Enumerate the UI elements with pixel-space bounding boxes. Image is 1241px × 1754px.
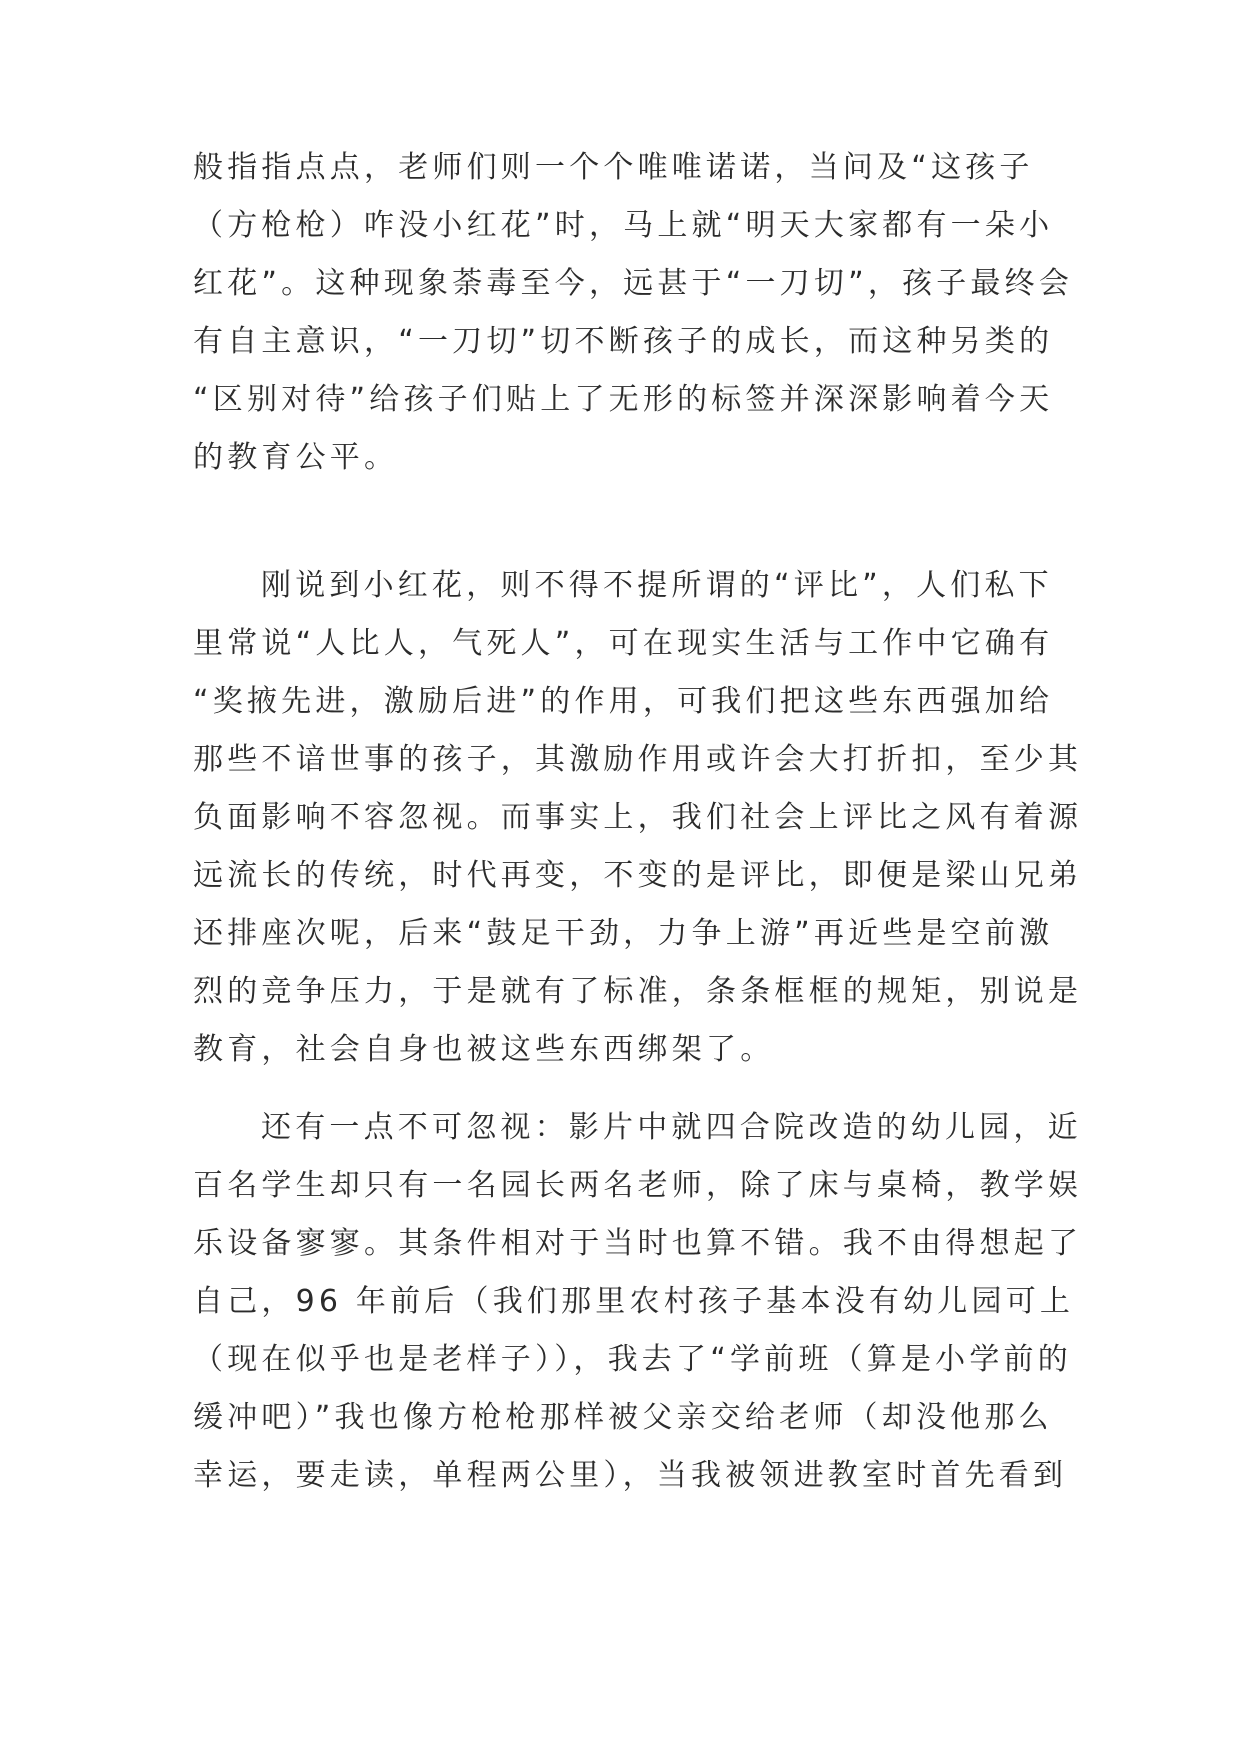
paragraph-3-line-4: 自己，96 年前后（我们那里农村孩子基本没有幼儿园可上 (193, 1284, 1075, 1319)
paragraph-1-line-1: 般指指点点，老师们则一个个唯唯诺诺，当问及“这孩子 (193, 150, 1034, 185)
paragraph-2-line-8: 烈的竞争压力，于是就有了标准，条条框框的规矩，别说是 (193, 974, 1083, 1009)
paragraph-1-line-6: 的教育公平。 (193, 440, 399, 475)
paragraph-3-line-6: 缓冲吧）”我也像方枪枪那样被父亲交给老师（却没他那么 (193, 1400, 1053, 1435)
paragraph-1-line-5: “区别对待”给孩子们贴上了无形的标签并深深影响着今天 (193, 382, 1054, 417)
paragraph-1-line-2: （方枪枪）咋没小红花”时，马上就“明天大家都有一朵小 (193, 208, 1054, 243)
paragraph-3-line-3: 乐设备寥寥。其条件相对于当时也算不错。我不由得想起了 (193, 1226, 1083, 1261)
paragraph-3-line-1: 还有一点不可忽视：影片中就四合院改造的幼儿园，近 (261, 1110, 1082, 1145)
paragraph-3-line-5: （现在似乎也是老样子）），我去了“学前班（算是小学前的 (193, 1342, 1072, 1377)
paragraph-2-line-7: 还排座次呢，后来“鼓足干劲，力争上游”再近些是空前激 (193, 916, 1054, 951)
paragraph-1-line-4: 有自主意识，“一刀切”切不断孩子的成长，而这种另类的 (193, 324, 1054, 359)
paragraph-2-line-4: 那些不谙世事的孩子，其激励作用或许会大打折扣，至少其 (193, 742, 1083, 777)
paragraph-2-line-9: 教育，社会自身也被这些东西绑架了。 (193, 1032, 775, 1067)
paragraph-1-line-3: 红花”。这种现象荼毒至今，远甚于“一刀切”，孩子最终会 (193, 266, 1074, 301)
paragraph-2-line-1: 刚说到小红花，则不得不提所谓的“评比”，人们私下 (261, 568, 1053, 603)
paragraph-3-line-2: 百名学生却只有一名园长两名老师，除了床与桌椅，教学娱 (193, 1168, 1083, 1203)
paragraph-2-line-6: 远流长的传统，时代再变，不变的是评比，即便是梁山兄弟 (193, 858, 1083, 893)
paragraph-2-line-5: 负面影响不容忽视。而事实上，我们社会上评比之风有着源 (193, 800, 1083, 835)
paragraph-2-line-2: 里常说“人比人，气死人”，可在现实生活与工作中它确有 (193, 626, 1054, 661)
paragraph-2-line-3: “奖掖先进，激励后进”的作用，可我们把这些东西强加给 (193, 684, 1054, 719)
paragraph-3-line-7: 幸运，要走读，单程两公里），当我被领进教室时首先看到 (193, 1458, 1068, 1493)
